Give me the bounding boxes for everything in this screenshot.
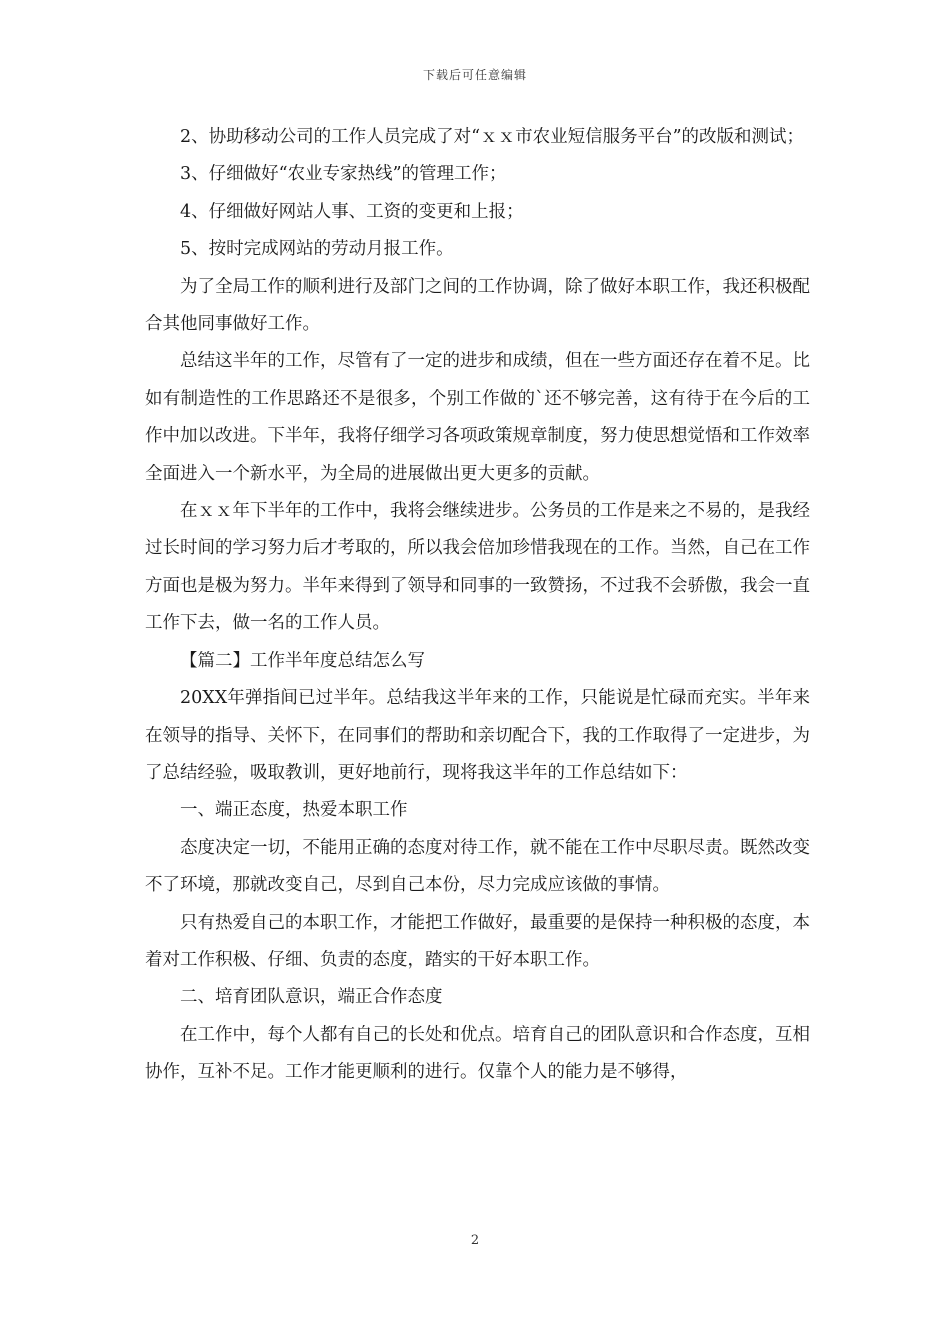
paragraph: 4、仔细做好网站人事、工资的变更和上报； [180,201,524,222]
paragraph: 5、按时完成网站的劳动月报工作。 [180,239,454,260]
paragraph: 在工作中，每个人都有自己的长处和优点。培育自己的团队意识和合作态度，互相协作，互补不足。工作才能更顺利的进行。仅靠个人的能力是不够得， [145,1024,810,1083]
paragraph: 3、仔细做好“农业专家热线”的管理工作； [180,164,507,185]
paragraph: 总结这半年的工作，尽管有了一定的进步和成绩，但在一些方面还存在着不足。比如有制造性的工作思路还不是很多，个别工作做的`还不够完善，这有待于在今后的工作中加以改进。下半年，我将仔细学习各项政策规章制度，努力使思想觉悟和工作效率全面进入一个新水平，为全局的进展做出更大更多的贡献。 [145,351,810,484]
paragraph: 2、协助移动公司的工作人员完成了对“ｘｘ市农业短信服务平台”的改版和测试； [180,127,805,147]
subsection-heading: 二、培育团队意识，端正合作态度 [180,987,443,1008]
paragraph: 只有热爱自己的本职工作，才能把工作做好，最重要的是保持一种积极的态度，本着对工作积极、仔细、负责的态度，踏实的干好本职工作。 [145,912,810,970]
page-header: 下载后可任意编辑 [422,68,527,82]
paragraph: 态度决定一切，不能用正确的态度对待工作，就不能在工作中尽职尽责。既然改变不了环境，那就改变自己，尽到自己本份，尽力完成应该做的事情。 [145,837,810,896]
subsection-heading: 一、端正态度，热爱本职工作 [180,800,408,821]
paragraph: 20XX年弹指间已过半年。总结我这半年来的工作，只能说是忙碌而充实。半年来在领导的指导、关怀下，在同事们的帮助和亲切配合下，我的工作取得了一定进步，为了总结经验，吸取教训，更好地前行，现将我这半年的工作总结如下： [145,688,810,783]
section-heading: 【篇二】工作半年度总结怎么写 [180,650,425,671]
document-body [145,119,810,1092]
paragraph: 为了全局工作的顺利进行及部门之间的工作协调，除了做好本职工作，我还积极配合其他同事做好工作。 [145,276,810,335]
paragraph: 在ｘｘ年下半年的工作中，我将会继续进步。公务员的工作是来之不易的，是我经过长时间的学习努力后才考取的，所以我会倍加珍惜我现在的工作。当然，自己在工作方面也是极为努力。半年来得到了领导和同事的一致赞扬，不过我不会骄傲，我会一直工作下去，做一名的工作人员。 [145,501,810,634]
page-number: 2 [470,1233,480,1248]
